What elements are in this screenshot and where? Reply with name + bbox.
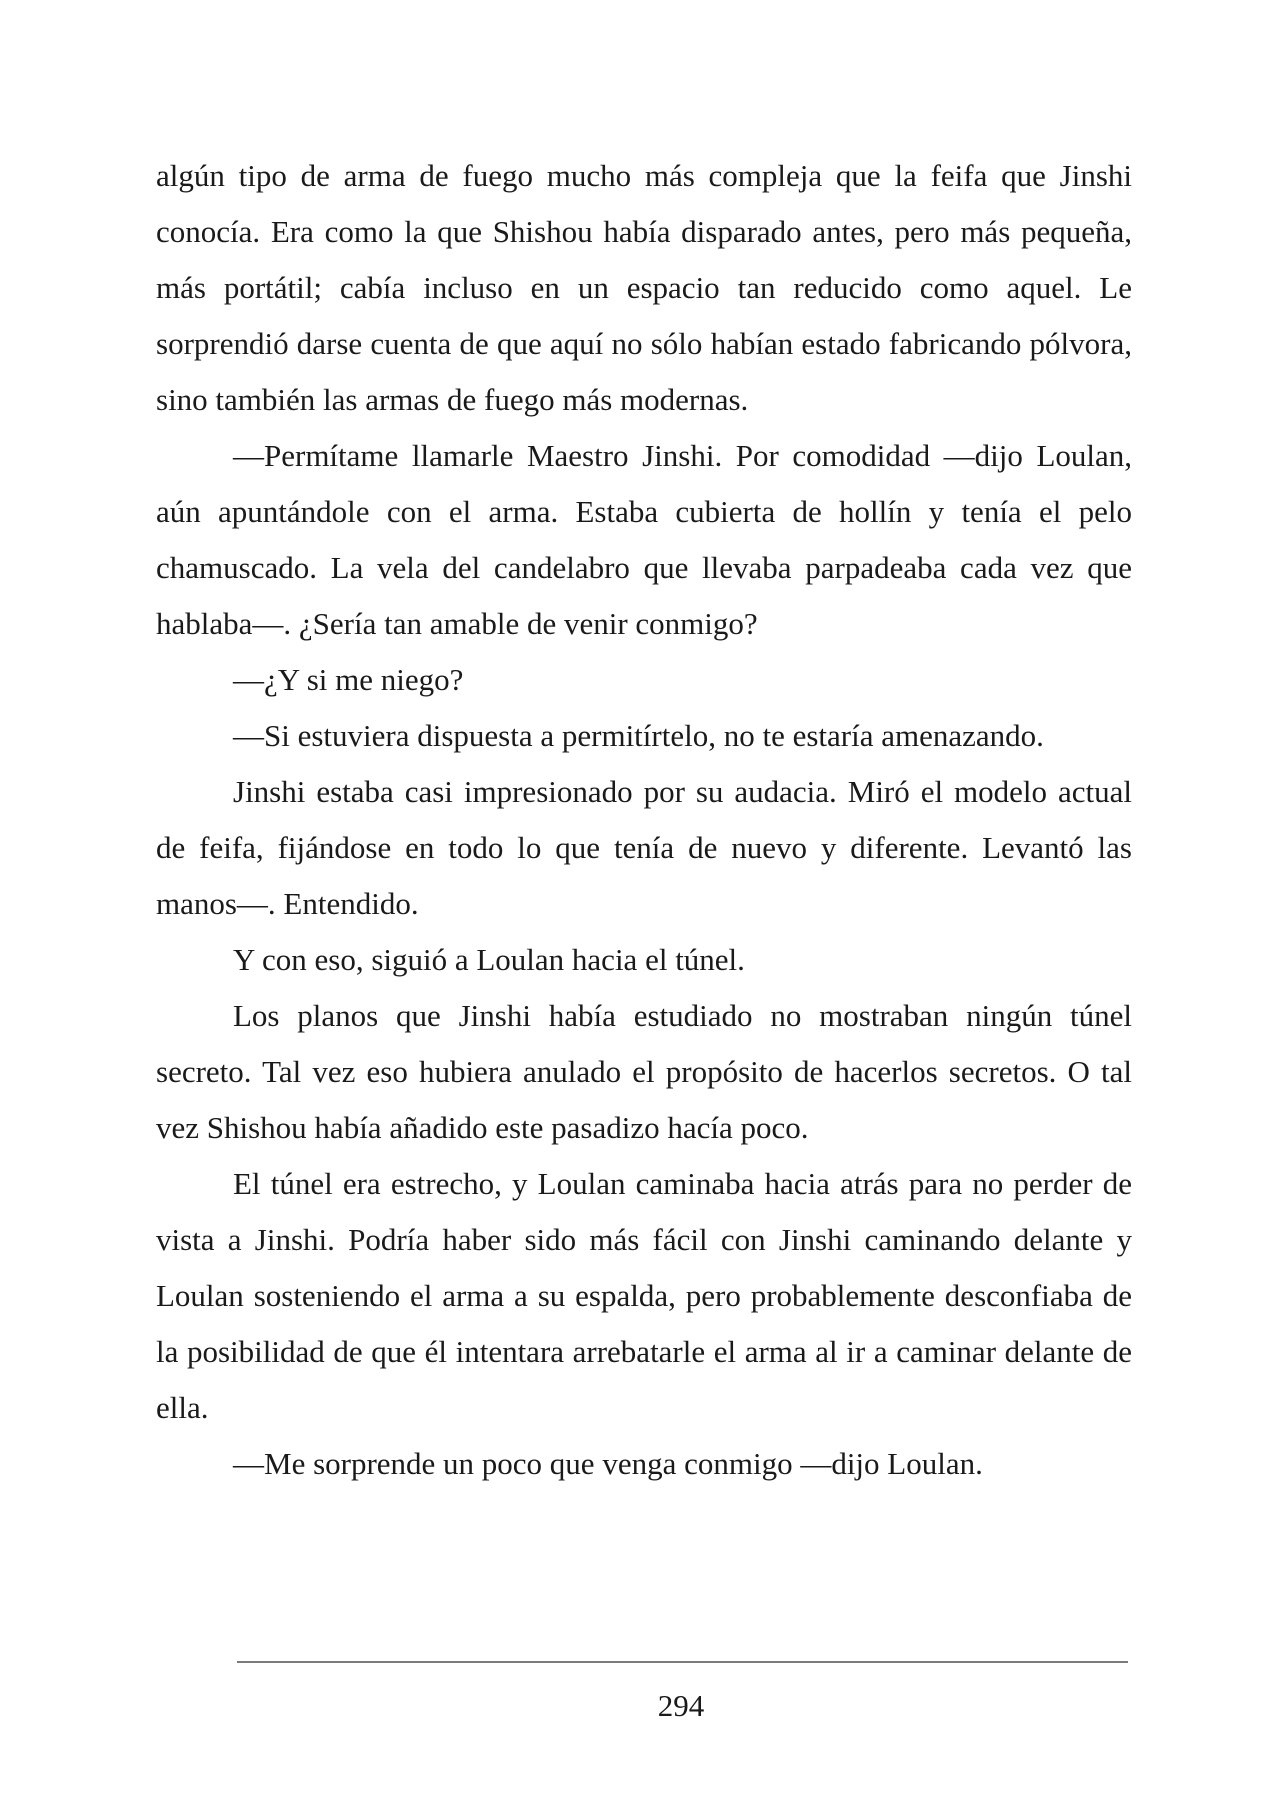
paragraph-1: algún tipo de arma de fuego mucho más compleja que la feifa que Jinshi conocía. Era como la que Shishou había disparado antes, pero más pequeña, más portátil; cabía incluso en un espacio tan reducido como aquel. Le sorprendió darse cuenta de que aquí no sólo habían estado fabricando pólvora, sino también las armas de fuego más modernas.	[156, 158, 1132, 417]
paragraph-5: Jinshi estaba casi impresionado por su audacia. Miró el modelo actual de feifa, fijándose en todo lo que tenía de nuevo y diferente. Levantó las manos—. Entendido.	[156, 774, 1132, 921]
page-number: 294	[657, 1688, 705, 1723]
page-body	[156, 148, 1132, 1492]
paragraph-2: —Permítame llamarle Maestro Jinshi. Por comodidad —dijo Loulan, aún apuntándole con el arma. Estaba cubierta de hollín y tenía el pelo chamuscado. La vela del candelabro que llevaba parpadeaba cada vez que hablaba—. ¿Sería tan amable de venir conmigo?	[156, 438, 1132, 641]
footer-divider	[237, 1661, 1128, 1663]
paragraph-4: —Si estuviera dispuesta a permitírtelo, no te estaría amenazando.	[233, 718, 1044, 753]
paragraph-9: —Me sorprende un poco que venga conmigo —dijo Loulan.	[233, 1446, 983, 1481]
paragraph-6: Y con eso, siguió a Loulan hacia el túnel.	[233, 942, 745, 977]
paragraph-7: Los planos que Jinshi había estudiado no mostraban ningún túnel secreto. Tal vez eso hubiera anulado el propósito de hacerlos secretos. O tal vez Shishou había añadido este pasadizo hacía poco.	[156, 998, 1132, 1145]
paragraph-3: —¿Y si me niego?	[233, 662, 464, 697]
paragraph-8: El túnel era estrecho, y Loulan caminaba hacia atrás para no perder de vista a Jinshi. Podría haber sido más fácil con Jinshi caminando delante y Loulan sosteniendo el arma a su espalda, pero probablemente desconfiaba de la posibilidad de que él intentara arrebatarle el arma al ir a caminar delante de ella.	[156, 1166, 1132, 1425]
